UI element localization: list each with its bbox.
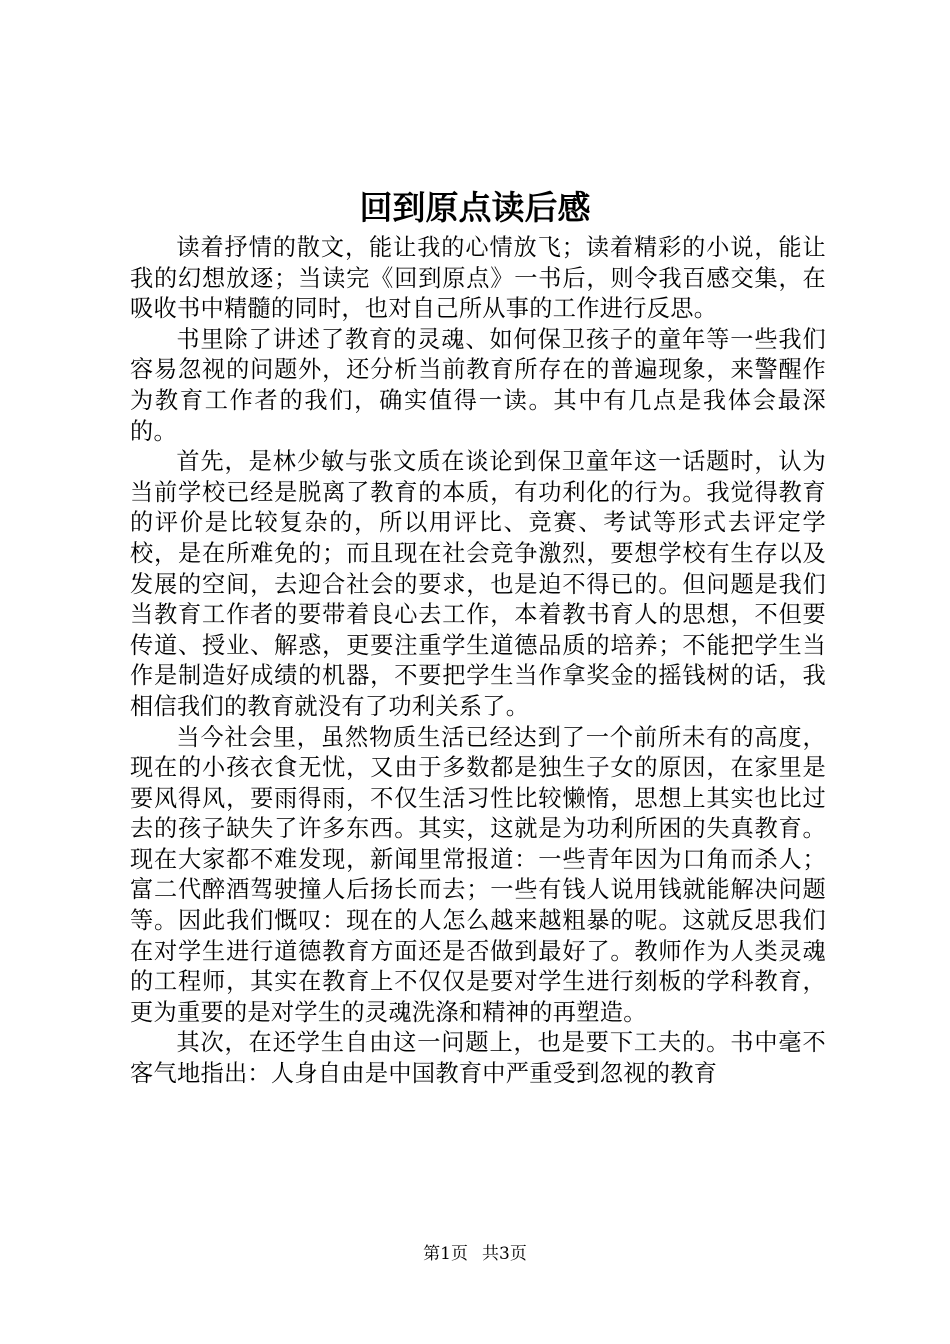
paragraph-5: 其次，在还学生自由这一问题上，也是要下工夫的。书中毫不客气地指出：人身自由是中国教育中严重受到忽视的教育 [130,1029,826,1088]
document-title: 回到原点读后感 [359,188,591,227]
page-number: 第1页 [423,1244,468,1264]
paragraph-2: 书里除了讲述了教育的灵魂、如何保卫孩子的童年等一些我们容易忽视的问题外，还分析当前教育所存在的普遍现象，来警醒作为教育工作者的我们，确实值得一读。其中有几点是我体会最深的。 [130,325,826,445]
paragraph-3: 首先，是林少敏与张文质在谈论到保卫童年这一话题时，认为当前学校已经是脱离了教育的本质，有功利化的行为。我觉得教育的评价是比较复杂的，所以用评比、竞赛、考试等形式去评定学校，是在所难免的；而且现在社会竞争激烈，要想学校有生存以及发展的空间，去迎合社会的要求，也是迫不得已的。但问题是我们当教育工作者的要带着良心去工作，本着教书育人的思想，不但要传道、授业、解惑，更要注重学生道德品质的培养；不能把学生当作是制造好成绩的机器，不要把学生当作拿奖金的摇钱树的话，我相信我们的教育就没有了功利关系了。 [130,448,826,720]
paragraph-1: 读着抒情的散文，能让我的心情放飞；读着精彩的小说，能让我的幻想放逐；当读完《回到原点》一书后，则令我百感交集，在吸收书中精髓的同时，也对自己所从事的工作进行反思。 [130,234,826,323]
paragraph-4: 当今社会里，虽然物质生活已经达到了一个前所未有的高度，现在的小孩衣食无忧，又由于多数都是独生子女的原因，在家里是要风得风，要雨得雨，不仅生活习性比较懒惰，思想上其实也比过去的孩子缺失了许多东西。其实，这就是为功利所困的失真教育。现在大家都不难发现，新闻里常报道：一些青年因为口角而杀人；富二代醉酒驾驶撞人后扬长而去；一些有钱人说用钱就能解决问题等。因此我们慨叹：现在的人怎么越来越粗暴的呢。这就反思我们在对学生进行道德教育方面还是否做到最好了。教师作为人类灵魂的工程师，其实在教育上不仅仅是要对学生进行刻板的学科教育，更为重要的是对学生的灵魂洗涤和精神的再塑造。 [130,723,826,1026]
page-total: 共3页 [482,1244,527,1264]
page-footer [0,1242,950,1266]
document-body [130,233,826,1090]
